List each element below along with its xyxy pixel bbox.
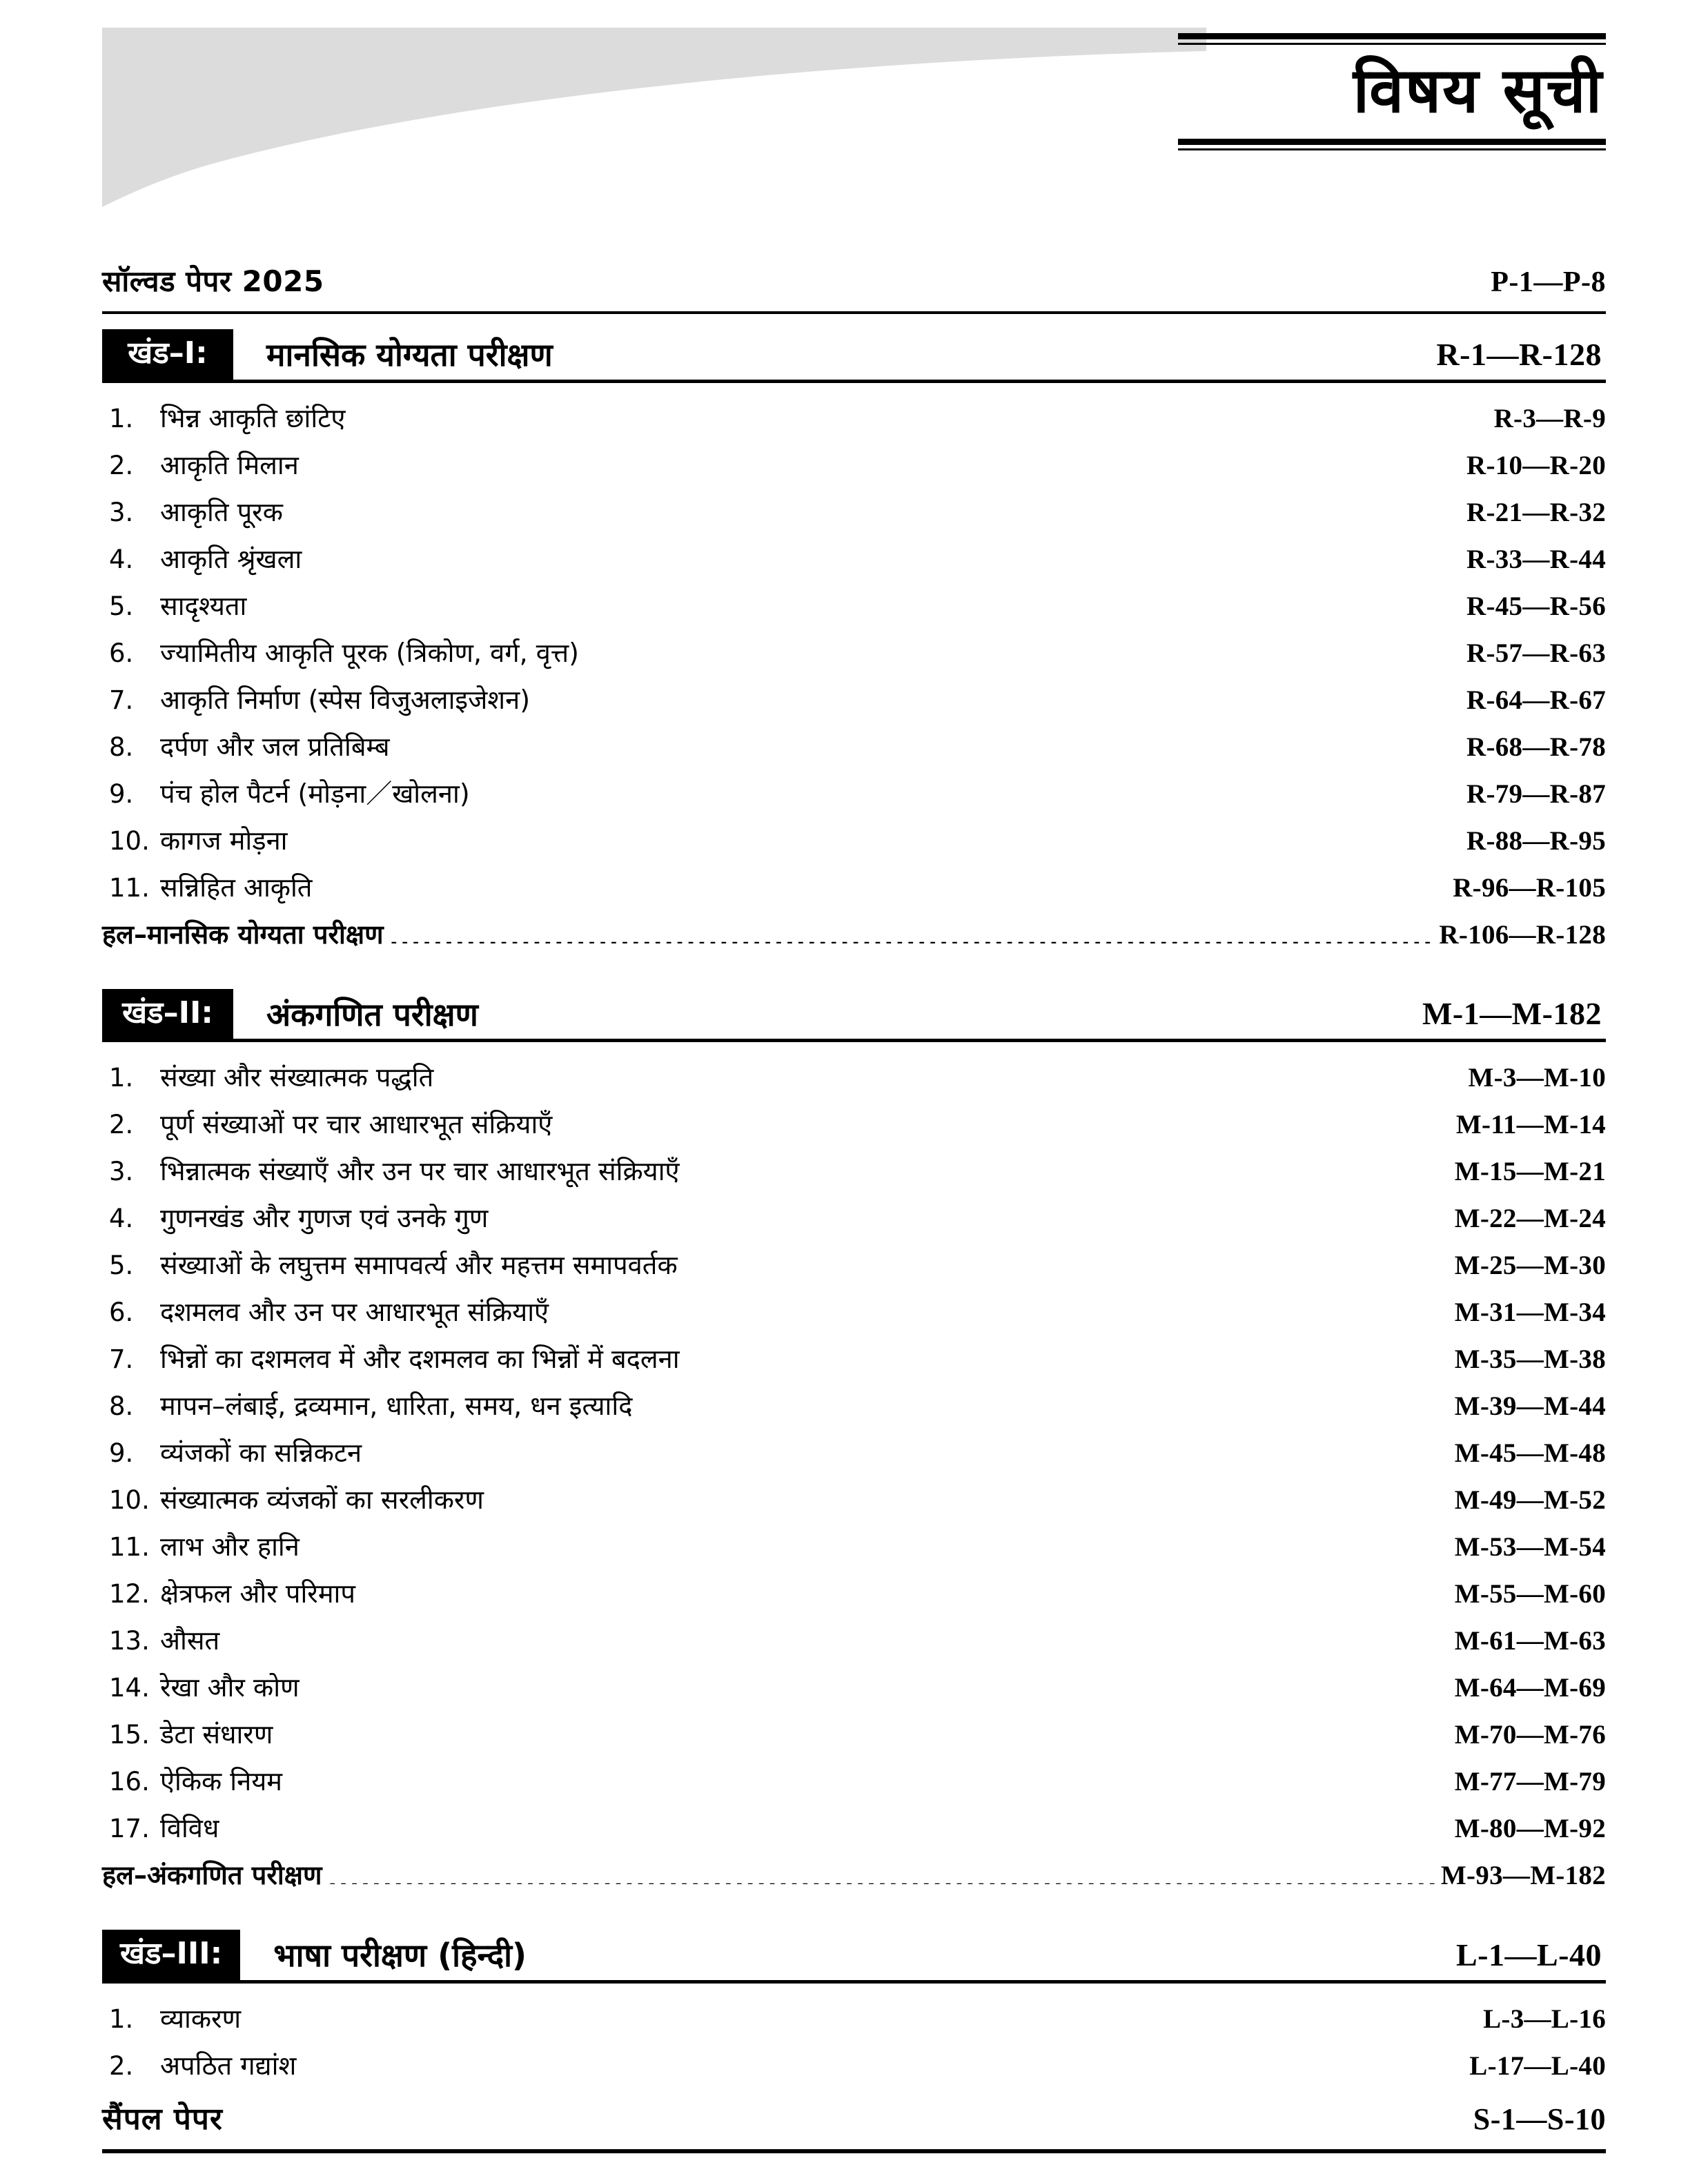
toc-entry-title: भिन्न आकृति छांटिए (160, 402, 346, 433)
toc-entry-title: पंच होल पैटर्न (मोड़ना／खोलना) (160, 778, 470, 809)
toc-entry-pages: R-33—R-44 (1466, 544, 1606, 574)
toc-entry-title: भिन्नों का दशमलव में और दशमलव का भिन्नों में बदलना (160, 1344, 680, 1375)
toc-entry-pages: M-22—M-24 (1454, 1204, 1606, 1234)
section-pages-1: R-1—R-128 (1436, 336, 1602, 372)
toc-entry-title: विविध (160, 1813, 219, 1844)
toc-entry[interactable] (102, 1803, 1606, 1850)
toc-list-3 (102, 1993, 1606, 2087)
dot-leader (367, 1435, 1449, 1462)
toc-entry-title: मापन–लंबाई, द्रव्यमान, धारिता, समय, धन इत्यादि (160, 1391, 633, 1422)
toc-entry-pages: R-88—R-95 (1466, 825, 1606, 856)
toc-entry-number: 10. (109, 825, 150, 856)
toc-entry[interactable] (102, 1193, 1606, 1240)
dot-leader (554, 1294, 1449, 1321)
section-header-3 (102, 1930, 1606, 1984)
toc-entry[interactable] (102, 1240, 1606, 1286)
toc-entry-title: संख्याओं के लघुत्तम समापवर्त्य और महत्तम समापवर्तक (160, 1250, 678, 1281)
toc-entry-title: ज्यामितीय आकृति पूरक (त्रिकोण, वर्ग, वृत्त) (160, 637, 579, 668)
toc-entry-title: क्षेत्रफल और परिमाप (160, 1578, 355, 1609)
dot-leader (558, 1106, 1451, 1133)
toc-entry-pages: R-68—R-78 (1466, 732, 1606, 762)
toc-entry[interactable] (102, 815, 1606, 862)
solved-paper-pages: P-1—P-8 (1491, 266, 1606, 298)
toc-entry[interactable] (102, 627, 1606, 674)
toc-entry[interactable] (102, 580, 1606, 627)
dot-leader (304, 447, 1461, 474)
toc-entry-pages: M-11—M-14 (1455, 1110, 1606, 1140)
toc-entry-pages: M-39—M-44 (1454, 1391, 1606, 1422)
toc-entry-number: 14. (109, 1673, 150, 1703)
toc-entry-pages: R-21—R-32 (1466, 497, 1606, 527)
dot-leader (305, 1529, 1449, 1556)
title-rule-top-thick (1178, 33, 1606, 39)
toc-entry-pages: R-79—R-87 (1466, 778, 1606, 809)
toc-entry-title: भिन्नात्मक संख्याएँ और उन पर चार आधारभूत संक्रियाएँ (160, 1156, 680, 1187)
section-badge-1: खंड–I: (102, 329, 233, 380)
toc-entry-title: आकृति श्रृंखला (160, 543, 302, 574)
toc-entry-pages: M-45—M-48 (1454, 1438, 1606, 1469)
section-pages-2: M-1—M-182 (1422, 996, 1602, 1032)
toc-entry-number: 11. (109, 872, 150, 903)
dot-leader (361, 1576, 1449, 1603)
toc-entry-pages: R-10—R-20 (1466, 450, 1606, 480)
toc-entry-number: 6. (109, 1297, 134, 1328)
toc-entry-pages: R-64—R-67 (1466, 685, 1606, 715)
toc-entry-number: 8. (109, 1391, 134, 1422)
toc-entry-pages: M-3—M-10 (1468, 1063, 1606, 1093)
toc-entry-pages: L-3—L-16 (1483, 2004, 1606, 2034)
toc-entry-title: कागज मोड़ना (160, 825, 288, 856)
section-header-2 (102, 989, 1606, 1043)
toc-entry-title: अपठित गद्यांश (160, 2050, 297, 2081)
toc-entry[interactable] (102, 1568, 1606, 1615)
toc-entry-pages: M-53—M-54 (1454, 1532, 1606, 1563)
dot-leader (389, 917, 1434, 943)
toc-entry-number: 4. (109, 544, 134, 574)
toc-entry-number: 2. (109, 450, 134, 480)
toc-entry-title: रेखा और कोण (160, 1672, 300, 1703)
toc-entry[interactable] (102, 393, 1606, 440)
toc-entry-number: 2. (109, 1110, 134, 1140)
toc-entry-number: 5. (109, 1251, 134, 1281)
toc-entry-pages: R-45—R-56 (1466, 591, 1606, 621)
toc-entry-title: आकृति मिलान (160, 449, 299, 480)
toc-entry[interactable] (102, 862, 1606, 909)
sample-paper-label: सैंपल पेपर (102, 2101, 223, 2137)
toc-entry-pages: M-55—M-60 (1454, 1579, 1606, 1609)
toc-entry-number: 7. (109, 685, 134, 715)
dot-leader (327, 1857, 1435, 1884)
toc-entry[interactable] (102, 1427, 1606, 1474)
toc-entry-number: 8. (109, 732, 134, 762)
toc-solution-title: हल–अंकगणित परीक्षण (102, 1860, 322, 1891)
section-pages-3: L-1—L-40 (1456, 1937, 1602, 1972)
toc-entry-number: 6. (109, 638, 134, 668)
toc-entry-title: संख्या और संख्यात्मक पद्धति (160, 1062, 434, 1093)
toc-entry-title: आकृति पूरक (160, 496, 283, 527)
dot-leader (307, 541, 1461, 568)
toc-entry-title: व्यंजकों का सन्निकटन (160, 1438, 362, 1469)
toc-entry[interactable] (102, 1615, 1606, 1662)
solved-paper-label: सॉल्वड पेपर 2025 (102, 264, 324, 298)
toc-entry-number: 1. (109, 1063, 134, 1093)
sample-paper-pages: S-1—S-10 (1473, 2102, 1606, 2136)
dot-leader (293, 823, 1461, 850)
toc-entry-pages: M-77—M-79 (1454, 1767, 1606, 1797)
dot-leader (317, 870, 1447, 897)
toc-entry-number: 1. (109, 2004, 134, 2034)
dot-leader (252, 588, 1461, 615)
toc-entry-number: 3. (109, 1157, 134, 1187)
toc-list-1 (102, 393, 1606, 956)
dot-leader (475, 776, 1461, 803)
title-block (1178, 33, 1606, 150)
toc-entry[interactable] (102, 721, 1606, 768)
page-header (102, 0, 1606, 248)
toc-entry[interactable] (102, 440, 1606, 487)
toc-entry-pages: M-61—M-63 (1454, 1626, 1606, 1656)
toc-entry-pages: R-96—R-105 (1453, 872, 1606, 903)
dot-leader (683, 1247, 1449, 1274)
toc-entry-title: ऐकिक नियम (160, 1766, 282, 1797)
dot-leader (302, 2048, 1464, 2075)
dot-leader (351, 400, 1488, 427)
page-title: विषय सूची (1353, 55, 1603, 127)
dot-leader (489, 1482, 1449, 1509)
toc-solution-pages: R-106—R-128 (1439, 919, 1606, 950)
toc-entry-title: सादृश्यता (160, 590, 247, 621)
section-badge-2: खंड–II: (102, 989, 233, 1039)
dot-leader (395, 729, 1461, 756)
toc-entry-number: 16. (109, 1767, 150, 1797)
toc-solution-pages: M-93—M-182 (1440, 1861, 1606, 1891)
toc-entry-title: डेटा संधारण (160, 1719, 273, 1750)
toc-solution-entry[interactable] (102, 909, 1606, 956)
toc-entry-number: 9. (109, 1438, 134, 1469)
section-badge-3: खंड–III: (102, 1930, 240, 1980)
dot-leader (224, 1810, 1449, 1837)
toc-entry-title: व्याकरण (160, 2003, 242, 2034)
dot-leader (246, 2001, 1478, 2028)
toc-entry-title: गुणनखंड और गुणज एवं उनके गुण (160, 1203, 489, 1234)
toc-entry-title: दर्पण और जल प्रतिबिम्ब (160, 731, 390, 762)
dot-leader (493, 1200, 1449, 1227)
section-header-1 (102, 329, 1606, 383)
sample-paper-row (102, 2097, 1606, 2153)
dot-leader (439, 1059, 1462, 1086)
toc-entry-number: 12. (109, 1579, 150, 1609)
toc-entry-pages: M-25—M-30 (1454, 1251, 1606, 1281)
toc-entry-number: 10. (109, 1485, 150, 1516)
section-title-3: भाषा परीक्षण (हिन्दी) (273, 1937, 527, 1975)
toc-entry-number: 15. (109, 1720, 150, 1750)
toc-entry-number: 7. (109, 1344, 134, 1375)
toc-entry-title: संख्यात्मक व्यंजकों का सरलीकरण (160, 1485, 484, 1516)
dot-leader (638, 1388, 1449, 1415)
title-rule-bottom-thin (1178, 148, 1606, 150)
toc-entry[interactable] (102, 1380, 1606, 1427)
dot-leader (225, 1623, 1449, 1649)
toc-entry[interactable] (102, 487, 1606, 533)
toc-entry[interactable] (102, 2040, 1606, 2087)
toc-entry-number: 4. (109, 1204, 134, 1234)
toc-entry-number: 1. (109, 403, 134, 433)
toc-entry[interactable] (102, 533, 1606, 580)
toc-entry[interactable] (102, 1709, 1606, 1756)
toc-solution-entry[interactable] (102, 1850, 1606, 1897)
dot-leader (536, 682, 1461, 709)
dot-leader (305, 1669, 1449, 1696)
toc-entry[interactable] (102, 674, 1606, 721)
toc-entry[interactable] (102, 1052, 1606, 1099)
toc-entry-pages: M-64—M-69 (1454, 1673, 1606, 1703)
toc-entry-pages: M-70—M-76 (1454, 1720, 1606, 1750)
title-rule-bottom-thick (1178, 139, 1606, 145)
toc-entry-title: दशमलव और उन पर आधारभूत संक्रियाएँ (160, 1297, 549, 1328)
toc-entry-pages: M-80—M-92 (1454, 1814, 1606, 1844)
toc-entry-number: 17. (109, 1814, 150, 1844)
toc-entry[interactable] (102, 1662, 1606, 1709)
toc-entry-number: 5. (109, 591, 134, 621)
toc-entry-pages: M-49—M-52 (1454, 1485, 1606, 1516)
dot-leader (585, 635, 1461, 662)
toc-entry-pages: R-57—R-63 (1466, 638, 1606, 668)
section-title-1: मानसिक योग्यता परीक्षण (266, 336, 553, 374)
dot-leader (278, 1716, 1449, 1743)
toc-entry[interactable] (102, 1146, 1606, 1193)
toc-entry-pages: L-17—L-40 (1469, 2050, 1606, 2081)
toc-entry[interactable] (102, 1474, 1606, 1521)
dot-leader (288, 1763, 1449, 1790)
toc-entry-title: आकृति निर्माण (स्पेस विजुअलाइजेशन) (160, 684, 531, 715)
toc-entry-pages: M-31—M-34 (1454, 1297, 1606, 1328)
section-title-2: अंकगणित परीक्षण (266, 995, 478, 1033)
toc-entry-pages: M-35—M-38 (1454, 1344, 1606, 1375)
toc-entry[interactable] (102, 1756, 1606, 1803)
section-spacer (102, 956, 1606, 974)
toc-entry-title: सन्निहित आकृति (160, 872, 313, 903)
toc-entry-pages: M-15—M-21 (1454, 1157, 1606, 1187)
toc-entry-title: लाभ और हानि (160, 1531, 300, 1563)
solved-paper-row (102, 261, 1606, 314)
toc-entry-number: 9. (109, 778, 134, 809)
toc-entry[interactable] (102, 1993, 1606, 2040)
toc-entry[interactable] (102, 1521, 1606, 1568)
toc-entry-number: 11. (109, 1532, 150, 1563)
section-spacer (102, 1897, 1606, 1915)
toc-entry-number: 2. (109, 2050, 134, 2081)
dot-leader (685, 1341, 1449, 1368)
dot-leader (685, 1153, 1449, 1180)
dot-leader (288, 494, 1461, 521)
toc-entry-pages: R-3—R-9 (1493, 403, 1606, 433)
toc-entry-title: पूर्ण संख्याओं पर चार आधारभूत संक्रियाएँ (160, 1109, 553, 1140)
toc-entry[interactable] (102, 768, 1606, 815)
toc-entry[interactable] (102, 1286, 1606, 1333)
toc-entry-title: औसत (160, 1625, 220, 1656)
toc-list-2 (102, 1052, 1606, 1897)
toc-entry[interactable] (102, 1333, 1606, 1380)
toc-entry[interactable] (102, 1099, 1606, 1146)
gray-swoosh-decoration (102, 28, 1206, 207)
toc-solution-title: हल–मानसिक योग्यता परीक्षण (102, 919, 384, 950)
toc-entry-number: 13. (109, 1626, 150, 1656)
toc-entry-number: 3. (109, 497, 134, 527)
